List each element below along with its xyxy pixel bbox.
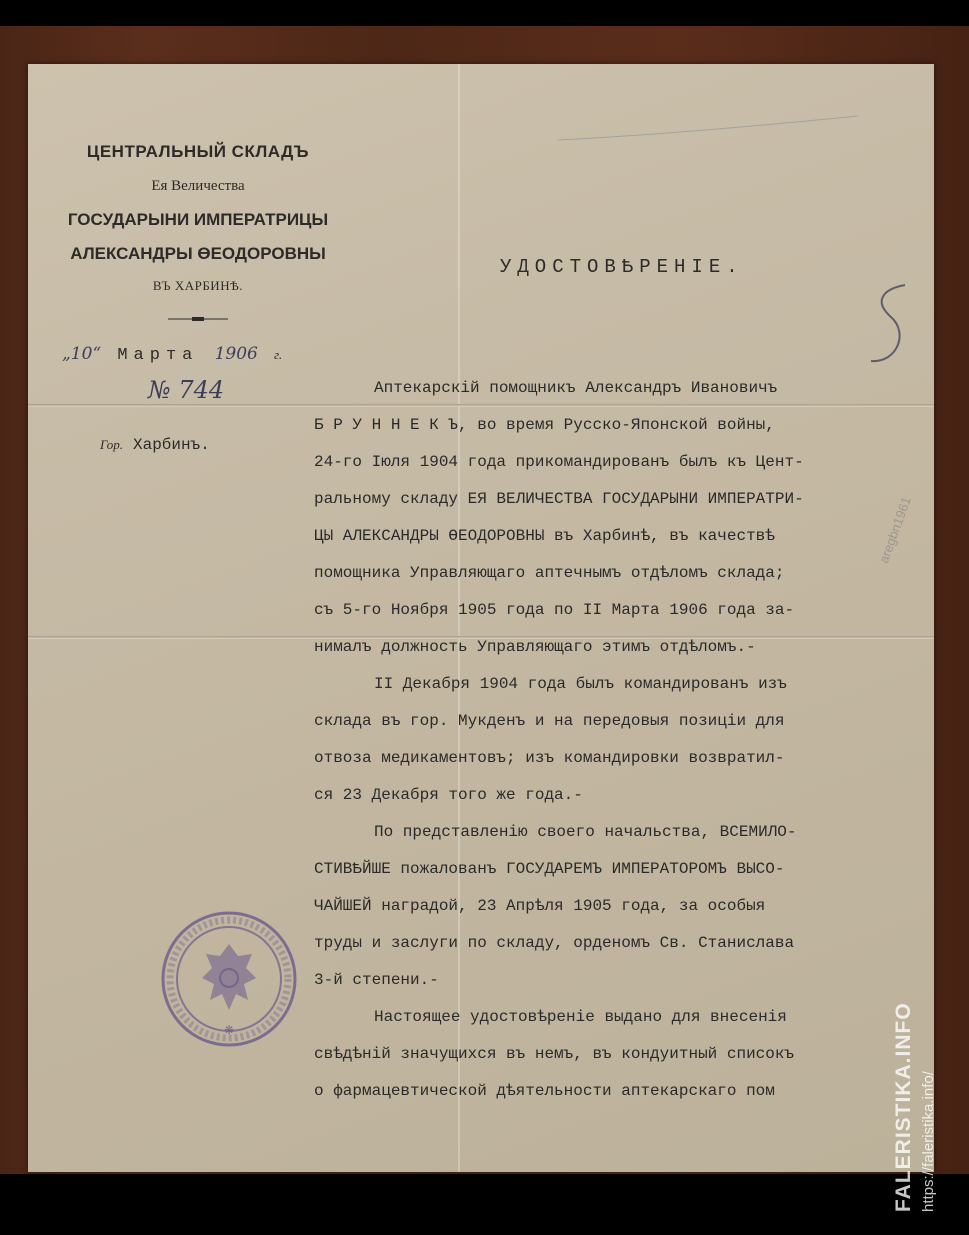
- document-number: № 744: [148, 376, 225, 404]
- document-sheet: [28, 64, 934, 1172]
- handwritten-day: „10“: [62, 344, 102, 364]
- body-line: о фармацевтической дѣятельности аптекарскаго пом: [314, 1082, 775, 1100]
- body-line: Настоящее удостовѣреніе выдано для внесенія: [374, 1008, 787, 1026]
- body-line: По представленію своего начальства, ВСЕМИЛО-: [374, 823, 797, 841]
- letterhead-ornament: [168, 316, 228, 322]
- issue-date: [62, 344, 282, 365]
- body-line: свѣдѣній значущихся въ немъ, въ кондуитный списокъ: [314, 1045, 795, 1063]
- body-line: нималъ должность Управляющаго этимъ отдѣломъ.-: [314, 638, 756, 656]
- city-prefix: Гор.: [100, 437, 123, 452]
- url-watermark: https://faleristika.info/: [920, 1071, 937, 1212]
- body-line: СТИВѢЙШЕ пожалованъ ГОСУДАРЕМЪ ИМПЕРАТОРОМЪ ВЫСО-: [314, 860, 785, 878]
- svg-text:❋: ❋: [223, 1023, 235, 1037]
- body-line: ЧАЙШЕЙ наградой, 23 Апрѣля 1905 года, за особыя: [314, 897, 766, 915]
- letterhead-line-3: ГОСУДАРЫНИ ИМПЕРАТРИЦЫ: [67, 210, 329, 229]
- body-line: Аптекарскій помощникъ Александръ Ивановичъ: [374, 379, 778, 397]
- handwritten-year: 1906: [214, 344, 258, 364]
- owner-watermark: aregbn1961: [876, 494, 914, 566]
- body-line: 3-й степени.-: [314, 971, 439, 989]
- date-suffix: г.: [274, 347, 283, 362]
- body-line: ральному складу ЕЯ ВЕЛИЧЕСТВА ГОСУДАРЫНИ ИМПЕРАТРИ-: [314, 490, 804, 508]
- document-title: УДОСТОВѢРЕНІЕ.: [500, 256, 744, 278]
- body-line: ся 23 Декабря того же года.-: [314, 786, 583, 804]
- city-name: Харбинъ.: [132, 436, 210, 454]
- imperial-seal-stamp: [160, 910, 298, 1048]
- body-line: склада въ гор. Мукденъ и на передовыя позиціи для: [314, 712, 785, 730]
- body-line: II Декабря 1904 года былъ командированъ изъ: [374, 675, 787, 693]
- body-line: отвоза медикаментовъ; изъ командировки возвратил-: [314, 749, 785, 767]
- site-watermark: FALERISTIKA.INFO: [892, 1002, 915, 1212]
- date-month: Марта: [117, 346, 199, 365]
- letterhead-line-2: Ея Величества: [151, 178, 245, 194]
- city-line: [100, 436, 210, 454]
- letterhead-line-4: АЛЕКСАНДРЫ ӨЕОДОРОВНЫ: [70, 244, 326, 263]
- certificate-body: [314, 370, 914, 1110]
- body-line: 24-го Іюля 1904 года прикомандированъ былъ къ Цент-: [314, 453, 804, 471]
- body-line: ЦЫ АЛЕКСАНДРЫ ӨЕОДОРОВНЫ въ Харбинѣ, въ качествѣ: [314, 527, 775, 545]
- letterhead-line-5: ВЪ ХАРБИНѢ.: [152, 278, 244, 293]
- body-line: Б Р У Н Н Е К Ъ, во время Русско-Японской войны,: [314, 416, 775, 434]
- body-line: труды и заслуги по складу, орденомъ Св. Станислава: [314, 934, 795, 952]
- body-line: помощника Управляющаго аптечнымъ отдѣломъ склада;: [314, 564, 785, 582]
- letterhead-line-1: ЦЕНТРАЛЬНЫЙ СКЛАДЪ: [86, 142, 310, 161]
- handwritten-mark: [863, 279, 913, 369]
- faint-pen-stroke: [558, 114, 858, 144]
- body-line: съ 5-го Ноября 1905 года по II Марта 1906 года за-: [314, 601, 795, 619]
